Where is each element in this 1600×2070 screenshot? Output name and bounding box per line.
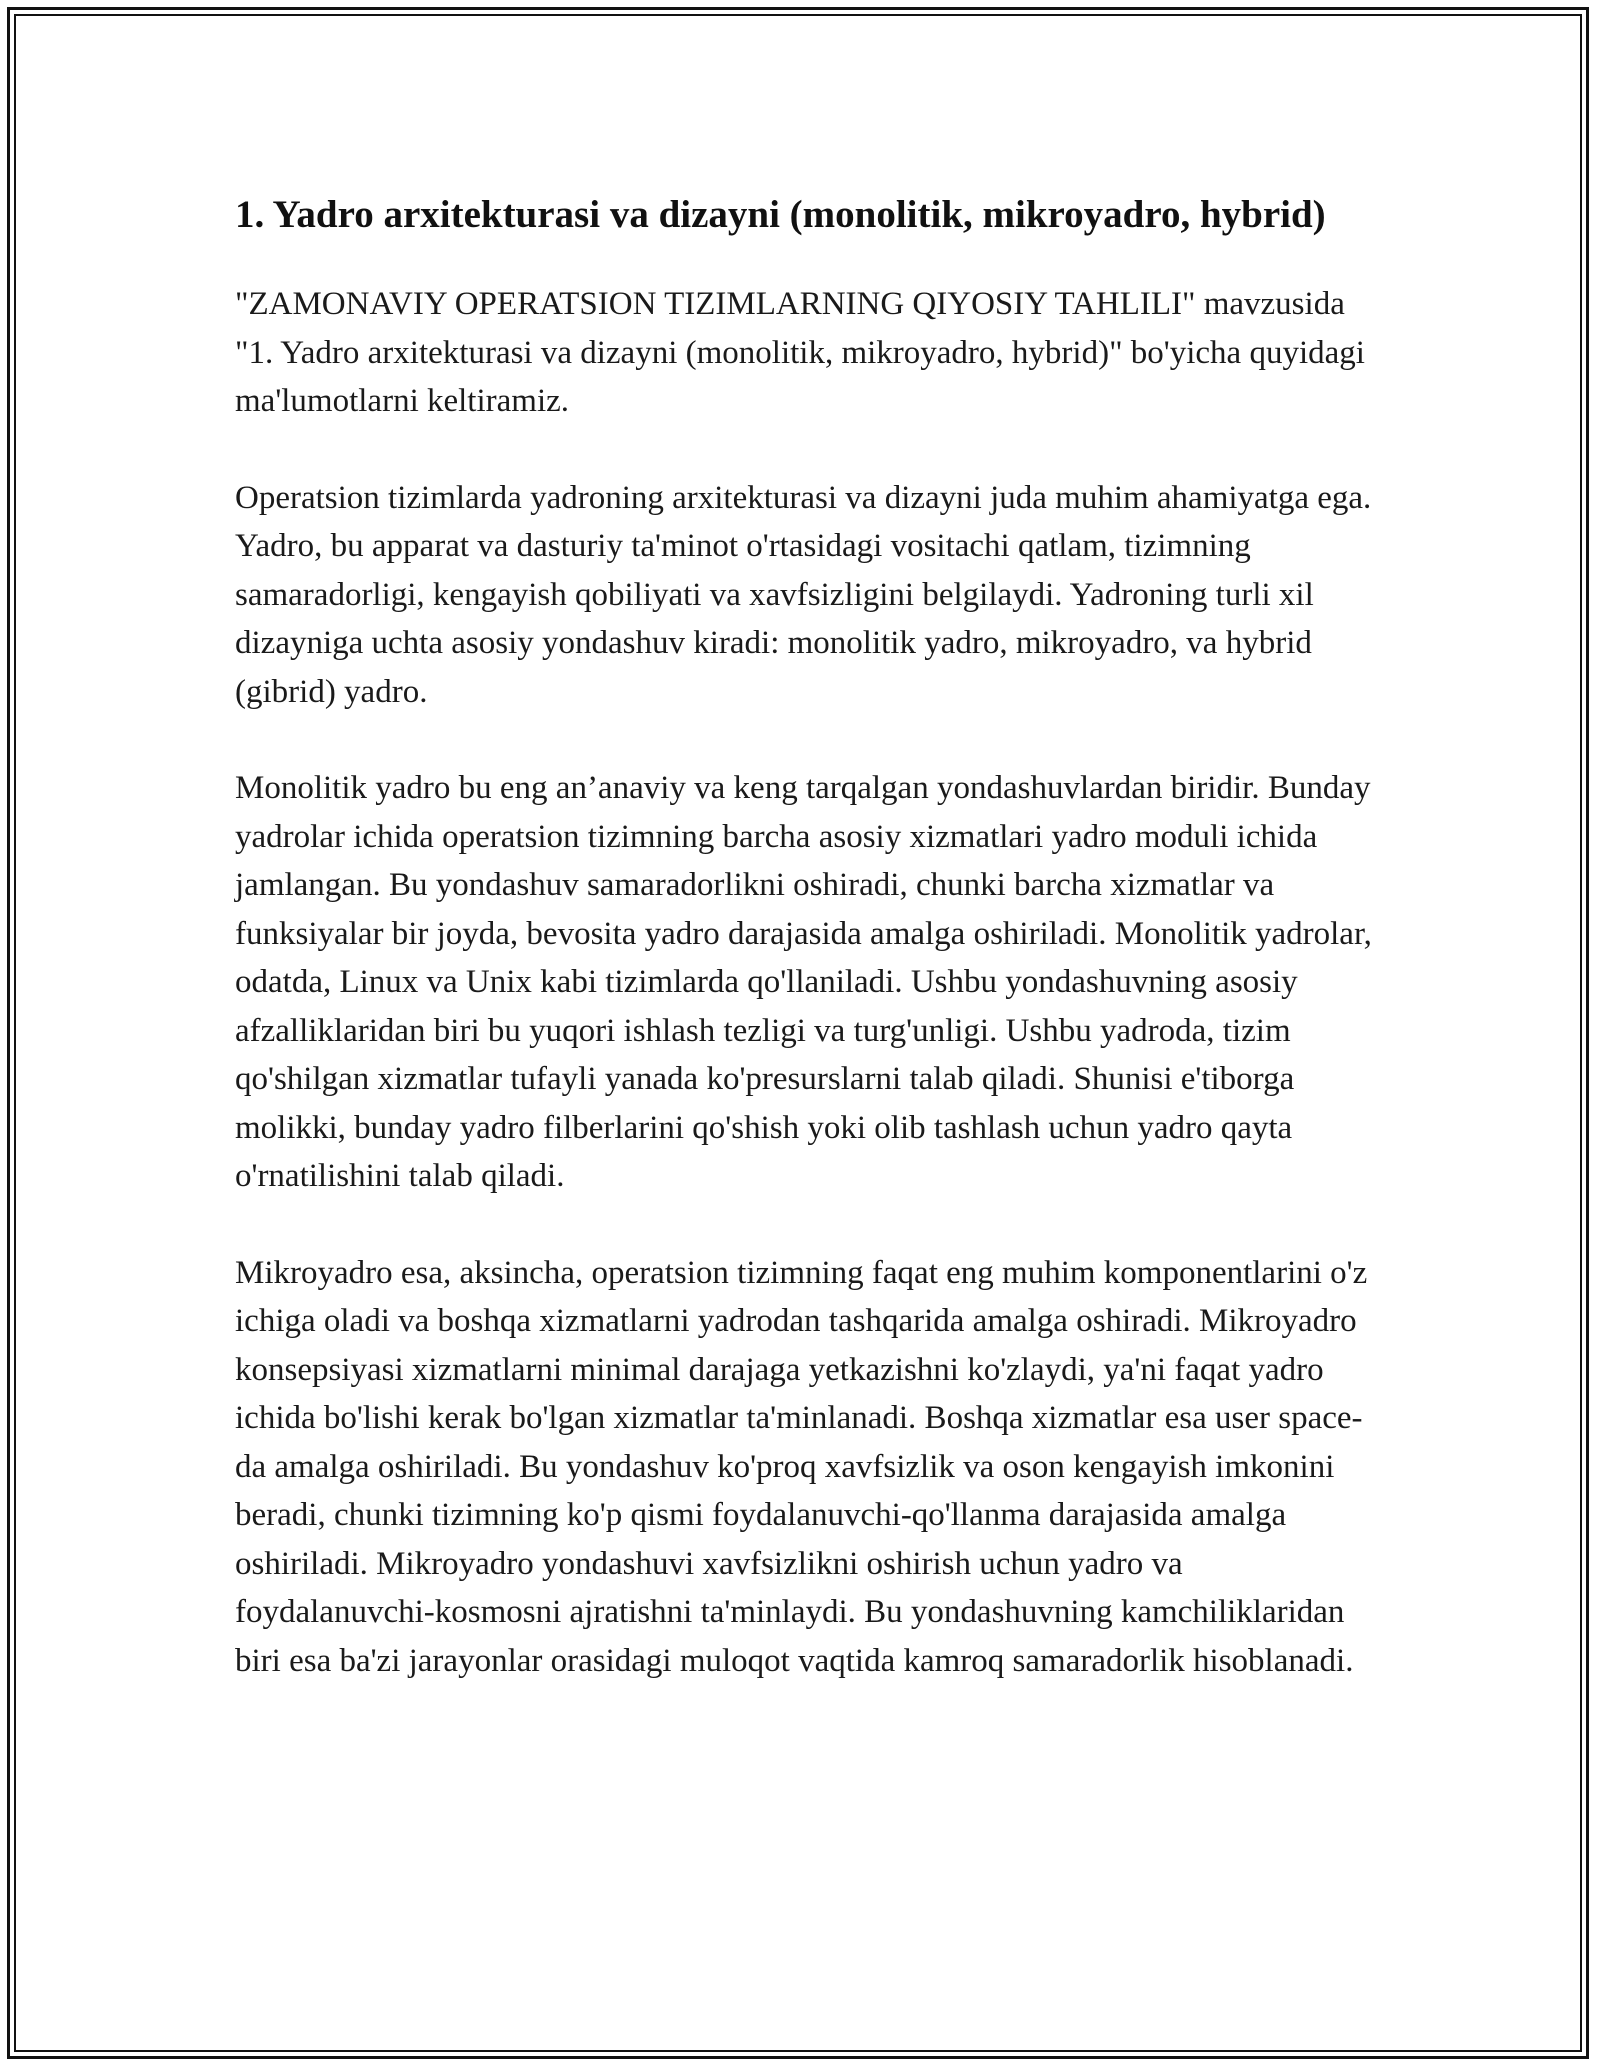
microkernel-paragraph: Mikroyadro esa, aksincha, operatsion tizimning faqat eng muhim komponentlarini o'z ichiga oladi va boshqa xizmatlarni yadrodan tashqarida amalga oshiradi. Mikroyadro konsepsiyasi xizmatlarni minimal darajaga yetkazishni ko'zlaydi, ya'ni faqat yadro ichida bo'lishi kerak bo'lgan xizmatlar ta'minlanadi. Boshqa xizmatlar esa user space-da amalga oshiriladi. Bu yondashuv ko'proq xavfsizlik va oson kengayish imkonini beradi, chunki tizimning ko'p qismi foydalanuvchi-qo'llanma darajasida amalga oshiriladi. Mikroyadro yondashuvi xavfsizlikni oshirish uchun yadro va foydalanuvchi-kosmosni ajratishni ta'minlaydi. Bu yondashuvning kamchiliklaridan biri esa ba'zi jarayonlar orasidagi muloqot vaqtida kamroq samaradorlik hisoblanadi. <box>235 1254 1368 1679</box>
overview-paragraph: Operatsion tizimlarda yadroning arxitekturasi va dizayni juda muhim ahamiyatga ega. Yadro, bu apparat va dasturiy ta'minot o'rtasidagi vositachi qatlam, tizimning samaradorligi, kengayish qobiliyati va xavfsizligini belgilaydi. Yadroning turli xil dizayniga uchta asosiy yondashuv kiradi: monolitik yadro, mikroyadro, va hybrid (gibrid) yadro. <box>235 479 1372 710</box>
document-body <box>235 188 1380 1733</box>
monolithic-kernel-paragraph: Monolitik yadro bu eng an’anaviy va keng tarqalgan yondashuvlardan biridir. Bunday yadrolar ichida operatsion tizimning barcha asosiy xizmatlari yadro moduli ichida jamlangan. Bu yondashuv samaradorlikni oshiradi, chunki barcha xizmatlar va funksiyalar bir joyda, bevosita yadro darajasida amalga oshiriladi. Monolitik yadrolar, odatda, Linux va Unix kabi tizimlarda qo'llaniladi. Ushbu yondashuvning asosiy afzalliklaridan biri bu yuqori ishlash tezligi va turg'unligi. Ushbu yadroda, tizim qo'shilgan xizmatlar tufayli yanada ko'presurslarni talab qiladi. Shunisi e'tiborga molikki, bunday yadro filberlarini qo'shish yoki olib tashlash uchun yadro qayta o'rnatilishini talab qiladi. <box>235 770 1372 1194</box>
intro-paragraph: "ZAMONAVIY OPERATSION TIZIMLARNING QIYOSIY TAHLILI" mavzusida "1. Yadro arxitekturasi va dizayni (monolitik, mikroyadro, hybrid)" bo'yicha quyidagi ma'lumotlarni keltiramiz. <box>235 286 1365 419</box>
section-heading: 1. Yadro arxitekturasi va dizayni (monolitik, mikroyadro, hybrid) <box>235 193 1326 236</box>
